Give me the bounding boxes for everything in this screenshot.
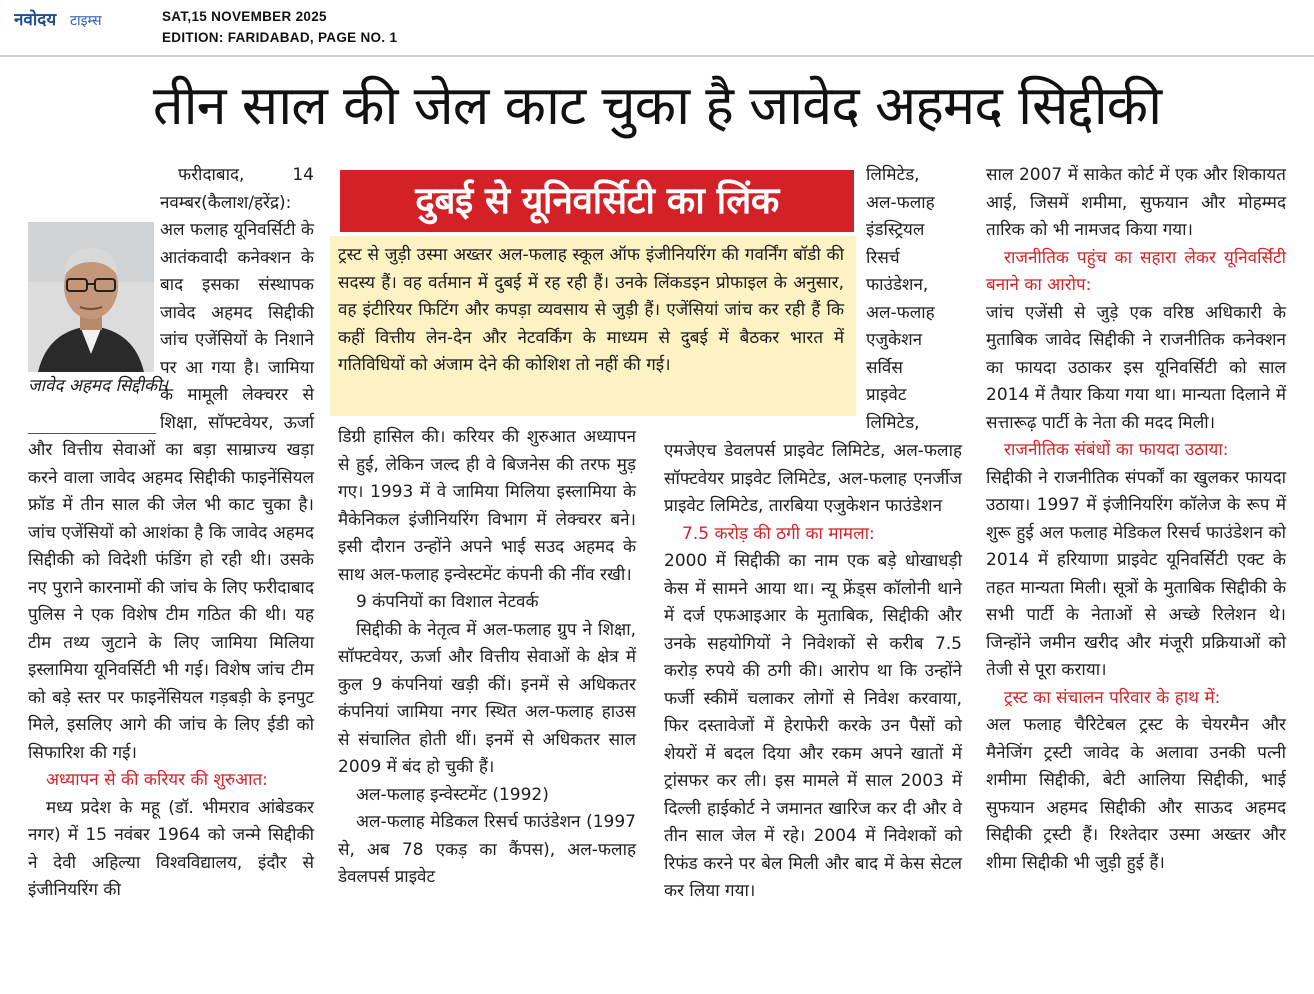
box-body [330, 236, 856, 416]
col4-subhead2: राजनीतिक संबंधों का फायदा उठाया: [1004, 440, 1229, 460]
col4-para3: सिद्दीकी ने राजनीतिक संपर्कों का खुलकर फायदा उठाया। 1997 में इंजीनियरिंग कॉलेज के रूप में शुरू हुई अल फलाह मेडिकल रिसर्च फाउंडेशन को 2014 में हरियाणा प्राइवेट यूनिवर्सिटी एक्ट के तहत मान्यता मिली। सूत्रों के मुताबिक सिद्दीकी के सभी पार्टी के नेताओं से अच्छे रिलेशन थे। जिन्होंने जमीन खरीद और मंजूरी प्रक्रियाओं को तेजी से पूरा कराया। [986, 467, 1286, 680]
col1-para2: मध्य प्रदेश के महू (डॉ. भीमराव आंबेडकर नगर) में 15 नवंबर 1964 को जन्मे सिद्दीकी ने देवी अहिल्या विश्वविद्यालय, इंदौर से इंजीनियरिंग की [28, 797, 314, 900]
header-divider [0, 55, 1314, 57]
col3-line-10: लिमिटेड, [866, 412, 920, 433]
col3-line-4: रिसर्च [866, 247, 900, 268]
edition-info: EDITION: FARIDABAD, PAGE NO. 1 [162, 30, 398, 45]
photo-caption: जावेद अहमद सिद्दीकी। [28, 376, 168, 396]
column-3 [664, 438, 962, 906]
author-photo [28, 222, 154, 372]
box-title: दुबई से यूनिवर्सिटी का लिंक [340, 170, 854, 232]
col4-subhead1: राजनीतिक पहुंच का सहारा लेकर यूनिवर्सिटी बनाने का आरोप: [986, 247, 1286, 295]
col2-para2: सिद्दीकी के नेतृत्व में अल-फलाह ग्रुप ने शिक्षा, सॉफ्टवेयर, ऊर्जा और वित्तीय सेवाओं के क्षेत्र में कुल 9 कंपनियां खड़ी कीं। इनमें से अधिकतर कंपनियां जामिया नगर स्थित अल-फलाह हाउस से संचालित होती थीं। इनमें से अधिकतर साल 2009 में बंद हो चुकी हैं। [338, 619, 636, 777]
col2-para1: डिग्री हासिल की। करियर की शुरुआत अध्यापन से हुई, लेकिन जल्द ही वे बिजनेस की तरफ मुड़ गए। 1993 में वे जामिया मिलिया इस्लामिया के मैकेनिकल इंजीनियरिंग विभाग में लेक्चरर बने। इसी दौरान उन्होंने अपने भाई सउद अहमद के साथ अल-फलाह इन्वेस्टमेंट कंपनी की नींव रखी। [338, 427, 636, 585]
col1-subhead: अध्यापन से की करियर की शुरुआत: [46, 770, 268, 790]
caption-rule [28, 433, 156, 434]
col3-line-9: प्राइवेट [866, 385, 907, 405]
col3-line-2: अल-फलाह [866, 192, 935, 213]
col3-line-7: एजुकेशन [866, 330, 923, 350]
col3-subhead: 7.5 करोड़ की ठगी का मामला: [682, 523, 875, 544]
column-4 [986, 162, 1286, 877]
col1-intro: फरीदाबाद, 14 नवम्बर(कैलाश/हरेंद्र): अल फलाह यूनिवर्सिटी के आतंकवादी कनेक्शन के बाद इसका संस्थापक जावेद अहमद सिद्दीकी जांच एजेंसियों के निशाने पर आ गया है। जामिया के मामूली लेक्चरर से शिक्षा, सॉफ्टवेयर, ऊर्जा और वित्तीय सेवाओं का बड़ा साम्राज्य खड़ा करने वाला जावेद अहमद सिद्दीकी फाइनेंसियल फ्रॉड में तीन साल की जेल भी काट चुका है। जांच एजेंसियों को आशंका है कि जावेद अहमद सिद्दीकी को विदेशी फंडिंग हो रही थी। उसके नए पुराने कारनामों की जांच के लिए फरीदाबाद पुलिस ने एक विशेष टीम गठित की थी। यह टीम तथ्य जुटाने के लिए जामिया मिलिया इस्लामिया यूनिवर्सिटी भी गई। विशेष जांच टीम को बड़े स्तर पर फाइनेंसियल गड़बड़ी के इनपुट मिले, इसलिए आगे की जांच के लिए ईडी को सिफारिश की गई। [28, 165, 314, 763]
column-3-top [866, 162, 962, 437]
box-body-text: ट्रस्ट से जुड़ी उस्मा अख्तर अल-फलाह स्कूल ऑफ इंजीनियरिंग की गवर्निंग बॉडी की सदस्य हैं। वह वर्तमान में दुबई में रह रही हैं। उनके लिंकडइन प्रोफाइल के अनुसार, वह इंटीरियर फिटिंग और कपड़ा व्यवसाय से जुड़ी हैं। एजेंसियां जांच कर रही हैं कि कहीं वित्तीय लेन-देन और नेटवर्किंग के माध्यम से दुबई में बैठकर भारत में गतिविधियों को अंजाम देने की कोशिश तो नहीं की गई। [338, 245, 844, 375]
svg-text:नवोदय: नवोदय [14, 10, 57, 30]
col3-line-8: सर्विस [866, 357, 903, 378]
col4-subhead3: ट्रस्ट का संचालन परिवार के हाथ में: [1004, 687, 1221, 708]
col2-item1: अल-फलाह इन्वेस्टमेंट (1992) [356, 784, 549, 805]
col4-para4: अल फलाह चैरिटेबल ट्रस्ट के चेयरमैन और मैनेजिंग ट्रस्टी जावेद के अलावा उनकी पत्नी शमीमा सिद्दीकी, बेटी आलिया सिद्दीकी, भाई सुफयान अहमद सिद्दीकी और साऊद अहमद सिद्दीकी ट्रस्टी हैं। रिश्तेदार उस्मा अख्तर और शीमा सिद्दीकी भी जुड़ी हुई हैं। [986, 715, 1286, 873]
col2-item2: अल-फलाह मेडिकल रिसर्च फाउंडेशन (1997 से, अब 78 एकड़ का कैंपस), अल-फलाह डेवलपर्स प्राइवेट [338, 812, 636, 887]
edition-date: SAT,15 NOVEMBER 2025 [162, 9, 327, 24]
col3-line-1: लिमिटेड, [866, 165, 920, 185]
col3-line-6: अल-फलाह [866, 302, 935, 323]
col3-line-3: इंडस्ट्रियल [866, 220, 925, 240]
col4-para1: साल 2007 में साकेत कोर्ट में एक और शिकायत आई, जिसमें शमीमा, सुफयान और मोहम्मद तारिक को भी नामजद किया गया। [986, 165, 1286, 240]
col3-para: 2000 में सिद्दीकी का नाम एक बड़े धोखाधड़ी केस में सामने आया था। न्यू फ्रेंड्स कॉलोनी थाने में दर्ज एफआइआर के मुताबिक, सिद्दीकी और उनके सहयोगियों ने निवेशकों से करीब 7.5 करोड़ रुपये की ठगी की। आरोप था कि उन्होंने फर्जी स्कीमें चलाकर लोगों से निवेश करवाया, फिर दस्तावेजों में हेराफेरी करके उन पैसों को शेयरों में बदल दिया और रकम अपने खातों में ट्रांसफर कर ली। इस मामले में साल 2003 में दिल्ली हाईकोर्ट ने जमानत खारिज कर दी और वे तीन साल जेल में रहे। 2004 में निवेशकों को रिफंड करने पर बेल मिली और बाद में केस सेटल कर लिया गया। [664, 551, 962, 901]
svg-text:टाइम्स: टाइम्स [70, 13, 102, 29]
col3-line-5: फाउंडेशन, [866, 275, 929, 295]
headline: तीन साल की जेल काट चुका है जावेद अहमद सिद्दीकी [152, 74, 1162, 137]
column-2 [338, 424, 636, 892]
masthead-logo [14, 6, 138, 32]
col3-company-list: एमजेएच डेवलपर्स प्राइवेट लिमिटेड, अल-फलाह सॉफ्टवेयर प्राइवेट लिमिटेड, अल-फलाह एनर्जीज प्राइवेट लिमिटेड, तारबिया एजुकेशन फाउंडेशन [664, 441, 962, 516]
col2-subhead: 9 कंपनियों का विशाल नेटवर्क [356, 592, 539, 612]
col4-para2: जांच एजेंसी से जुड़े एक वरिष्ठ अधिकारी के मुताबिक जावेद सिद्दीकी ने राजनीतिक कनेक्शन का फायदा उठाकर इस यूनिवर्सिटी को साल 2014 में तैयार किया गया था। मान्यता दिलाने में सत्तारूढ़ पार्टी के नेता की मदद मिली। [986, 302, 1286, 433]
